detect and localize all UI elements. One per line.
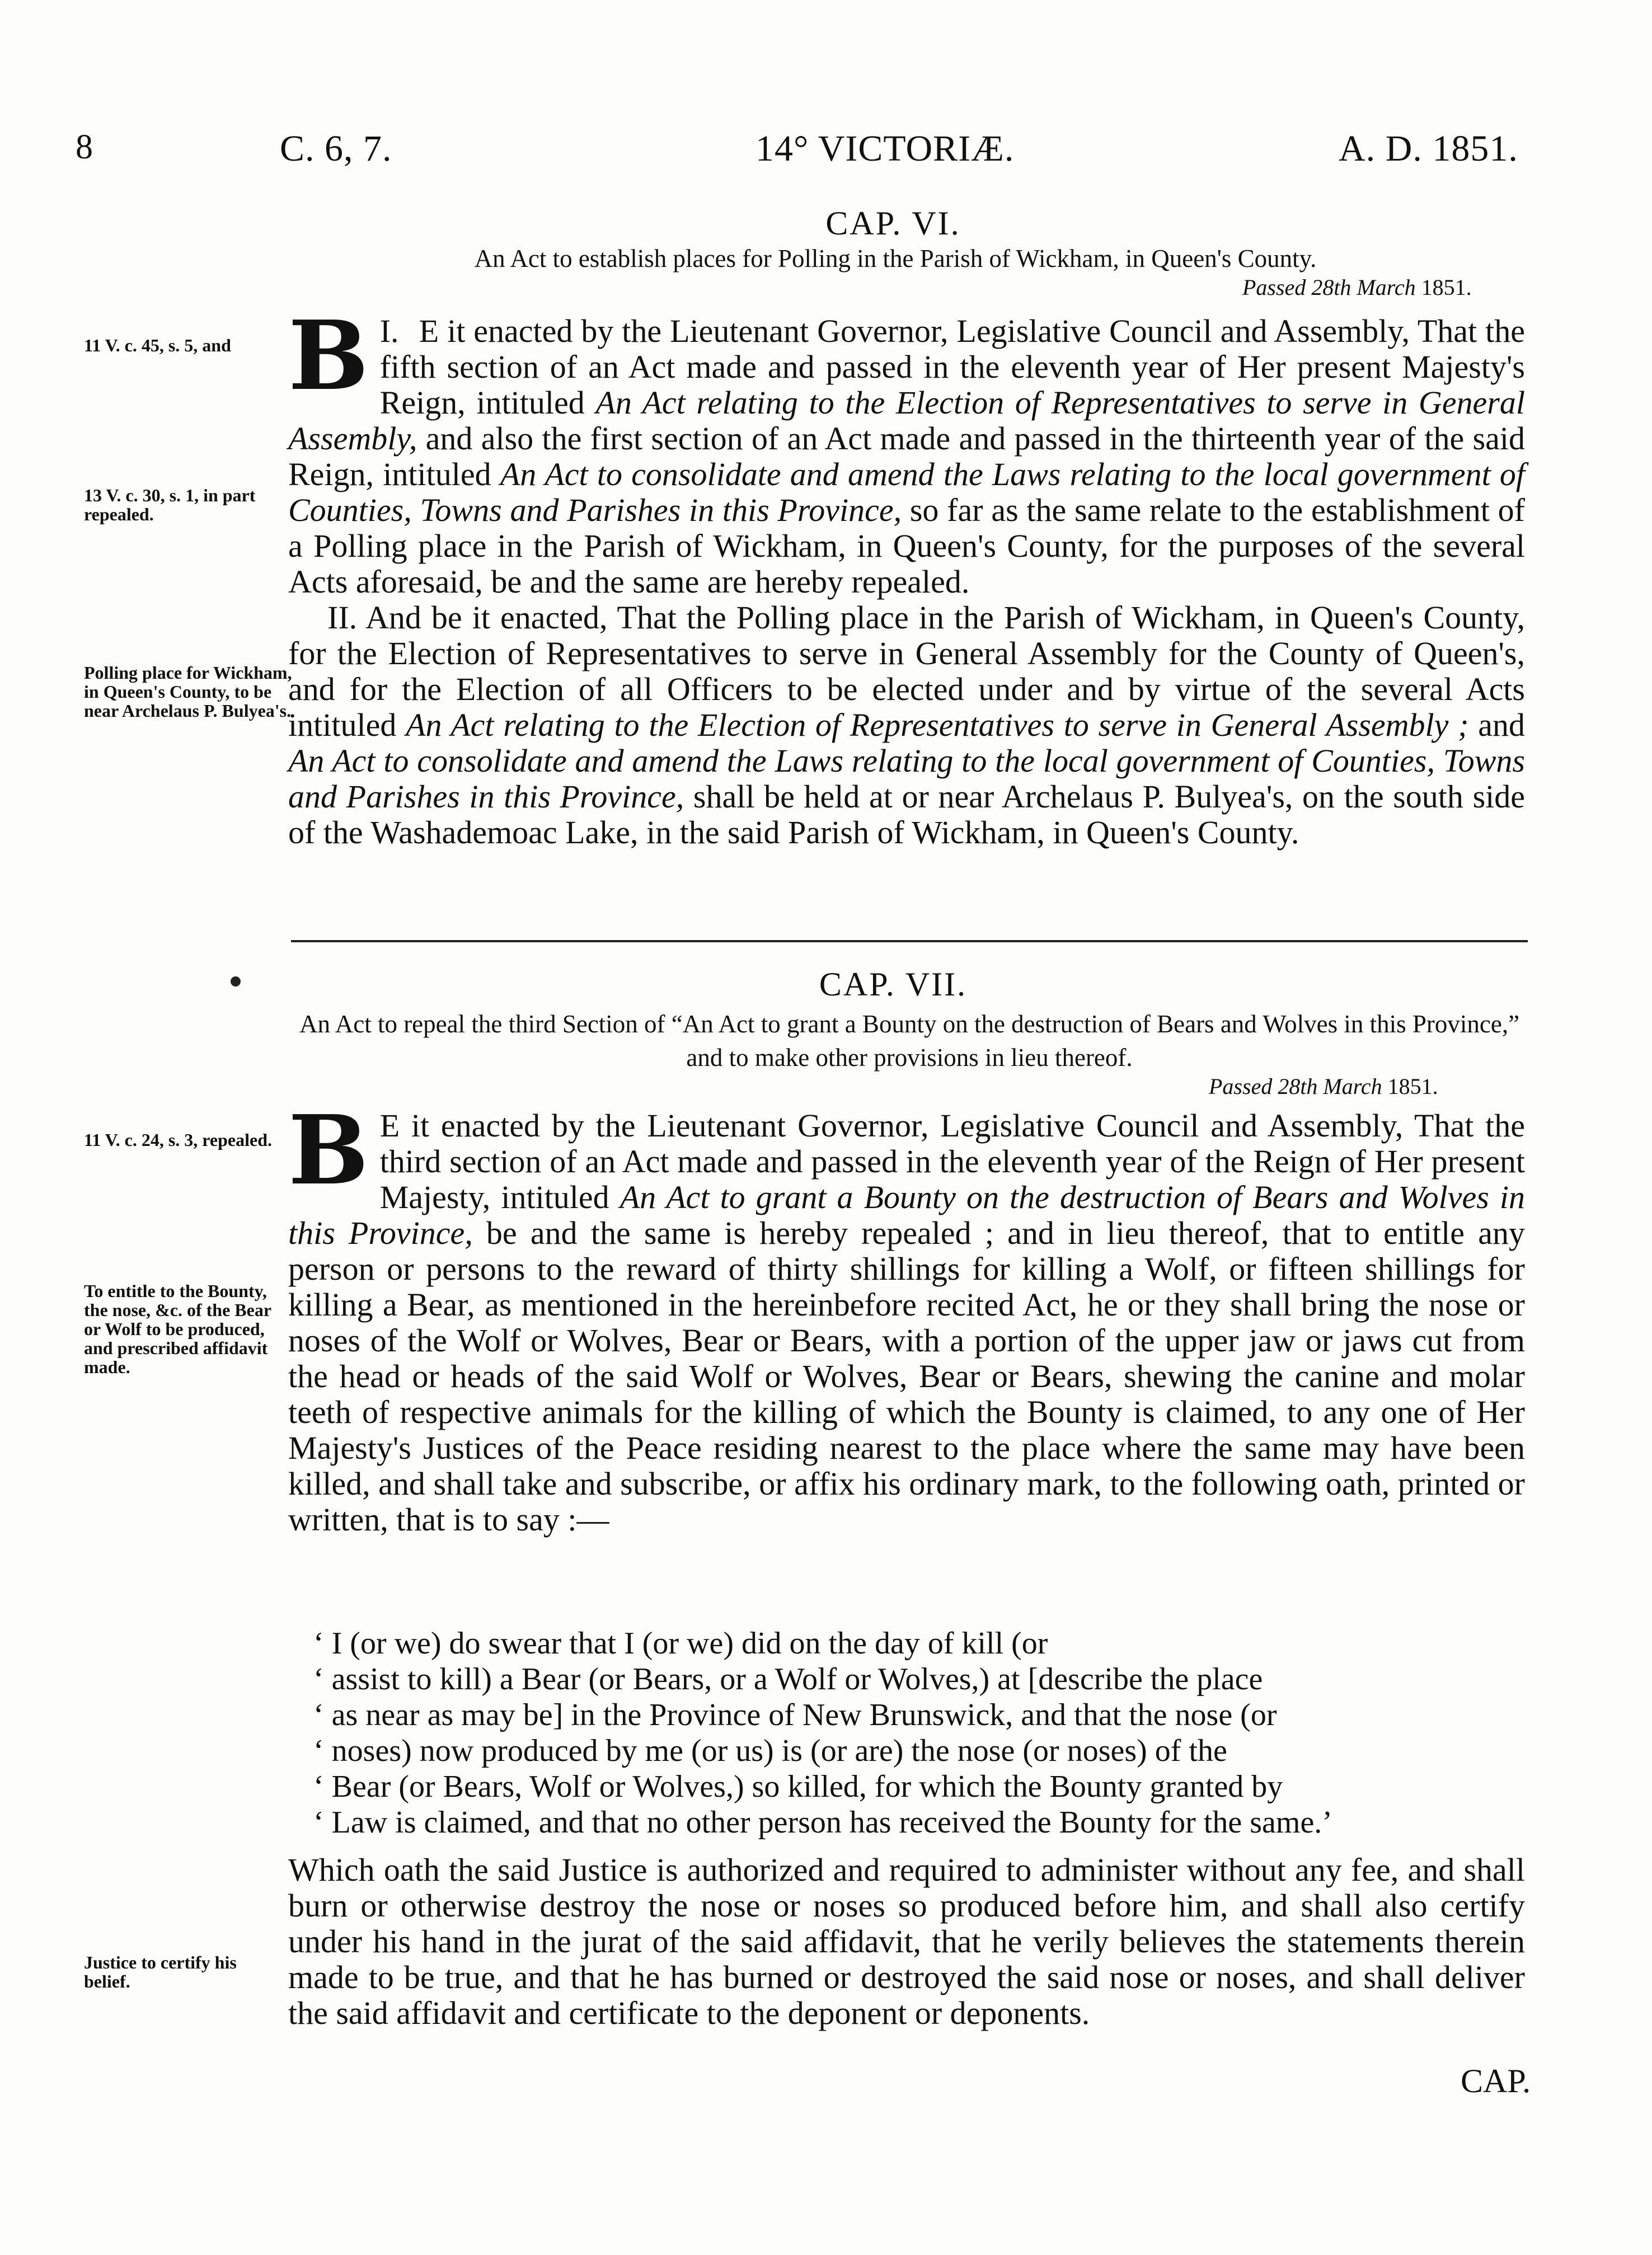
section-text: shall be held at or near Archelaus P. Bulyea's, on the south side of the Washademoac Lake, in the said Parish of Wickham, in Queen's County. — [288, 778, 1526, 851]
cap-vii-title: CAP. VII. — [819, 966, 968, 1003]
cap-vi-title: CAP. VI. — [825, 205, 961, 242]
margin-note: Polling place for Wickham, in Queen's County, to be near Archelaus P. Bulyea's. — [84, 663, 292, 721]
margin-note: 13 V. c. 30, s. 1, in part repealed. — [84, 485, 256, 524]
section-text: so far as the same relate to the establishment of a Polling place in the Parish of Wickham, in Queen's County, for the purposes of the several Acts aforesaid, be and the same are hereby repealed. — [288, 492, 1525, 600]
catchword: CAP. — [1461, 2063, 1531, 2099]
act-citation: An Act to consolidate and amend the Laws relating to the local government of Counties, Towns and Parishes in this Province, — [288, 456, 1526, 528]
oath-line: ‘ I (or we) do swear that I (or we) did on the day of kill (or — [313, 1626, 1048, 1661]
oath-line: ‘ assist to kill) a Bear (or Bears, or a Wolf or Wolves,) at [describe the place — [313, 1662, 1263, 1697]
passed-year: 1851. — [1421, 275, 1472, 300]
year: A. D. 1851. — [1339, 128, 1518, 169]
section-text: E it enacted by the Lieutenant Governor, Legislative Council and Assembly, That the fifth section of an Act made and passed in the eleventh year of Her present Majesty's Reign, intituled — [379, 313, 1525, 421]
drop-cap: B — [288, 300, 369, 412]
margin-note: 11 V. c. 45, s. 5, and — [84, 335, 231, 355]
cap-vii-passed-date — [1209, 1073, 1438, 1100]
section-2 — [288, 600, 1525, 851]
section-text: And be it enacted, That the Polling place in the Parish of Wickham, in Queen's County, for the Election of Representatives to serve in General Assembly for the County of Queen's, and for the Election of all Officers to be elected under and by virtue of the several Acts intituled — [288, 599, 1525, 743]
passed-year: 1851. — [1387, 1074, 1438, 1099]
section-1 — [288, 300, 1526, 600]
regnal-year: 14° VICTORIÆ. — [755, 128, 1015, 169]
margin-note: 11 V. c. 24, s. 3, repealed. — [84, 1130, 273, 1150]
section-number: I. — [379, 313, 399, 349]
margin-note: Justice to certify his belief. — [84, 1952, 237, 1991]
oath-text — [313, 1626, 1525, 1840]
cap-vi-body — [288, 300, 1526, 851]
enacting-clause — [288, 1094, 1525, 1538]
cap-vi-passed-date — [1242, 274, 1472, 300]
cap-vi-act-title: An Act to establish places for Polling in the Parish of Wickham, in Queen's County. — [474, 245, 1317, 273]
act-citation: An Act to grant a Bounty on the destruction of Bears and Wolves in this Province, — [288, 1179, 1525, 1251]
cap-vii-body — [288, 1094, 1525, 1538]
oath-line: ‘ Bear (or Bears, Wolf or Wolves,) so killed, for which the Bounty granted by — [313, 1769, 1283, 1804]
section-divider-rule — [291, 940, 1528, 942]
oath-line: ‘ Law is claimed, and that no other person has received the Bounty for the same.’ — [313, 1805, 1332, 1840]
oath-line: ‘ noses) now produced by me (or us) is (or are) the nose (or noses) of the — [313, 1733, 1227, 1768]
oath-line: ‘ as near as may be] in the Province of New Brunswick, and that the nose (or — [313, 1698, 1277, 1732]
drop-cap: B — [288, 1094, 369, 1206]
section-text: E it enacted by the Lieutenant Governor, Legislative Council and Assembly, That the third section of an Act made and passed in the eleventh year of the Reign of Her present Majesty, intituled — [379, 1107, 1525, 1215]
margin-note: To entitle to the Bounty, the nose, &c. of the Bear or Wolf to be produced, and prescribed affidavit made. — [84, 1281, 271, 1377]
section-number: II. — [327, 599, 358, 636]
section-text: and — [1468, 707, 1525, 743]
section-text: Which oath the said Justice is authorized and required to administer without any fee, and shall burn or otherwise destroy the nose or noses so produced before him, and shall also certify under his hand in the jurat of the said affidavit, that he verily believes the statements therein made to be true, and that he has burned or destroyed the said nose or noses, and shall deliver the said affidavit and certificate to the deponent or deponents. — [288, 1852, 1525, 2031]
passed-label: Passed 28th March — [1209, 1074, 1382, 1099]
cap-vii-act-title: An Act to repeal the third Section of “An Act to grant a Bounty on the destruction of Bears and Wolves in this Province,” and to make other provisions in lieu thereof. — [299, 1010, 1520, 1072]
section-text: and also the first section of an Act made and passed in the thirteenth year of the said Reign, intituled — [288, 420, 1525, 492]
passed-label: Passed 28th March — [1242, 275, 1416, 300]
chapter-reference: C. 6, 7. — [280, 128, 392, 169]
section-text: be and the same is hereby repealed ; and in lieu thereof, that to entitle any person or persons to the reward of thirty shillings for killing a Wolf, or fifteen shillings for killing a Bear, as mentioned in the hereinbefore recited Act, he or they shall bring the nose or noses of the Wolf or Wolves, Bear or Bears, with a portion of the upper jaw or jaws cut from the head or heads of the said Wolf or Wolves, Bear or Bears, shewing the canine and molar teeth of respective animals for the killing of which the Bounty is claimed, to any one of Her Majesty's Justices of the Peace residing nearest to the place where the same may have been killed, and shall take and subscribe, or affix his ordinary mark, to the following oath, printed or written, that is to say :— — [288, 1215, 1525, 1538]
act-citation: An Act relating to the Election of Representatives to serve in General Assembly, — [288, 384, 1525, 457]
act-citation: An Act relating to the Election of Representatives to serve in General Assembly ; — [406, 707, 1469, 743]
page-number: 8 — [76, 128, 93, 166]
closing-paragraph — [288, 1852, 1525, 2031]
act-citation: An Act to consolidate and amend the Laws relating to the local government of Counties, Towns and Parishes in this Province, — [288, 743, 1525, 815]
